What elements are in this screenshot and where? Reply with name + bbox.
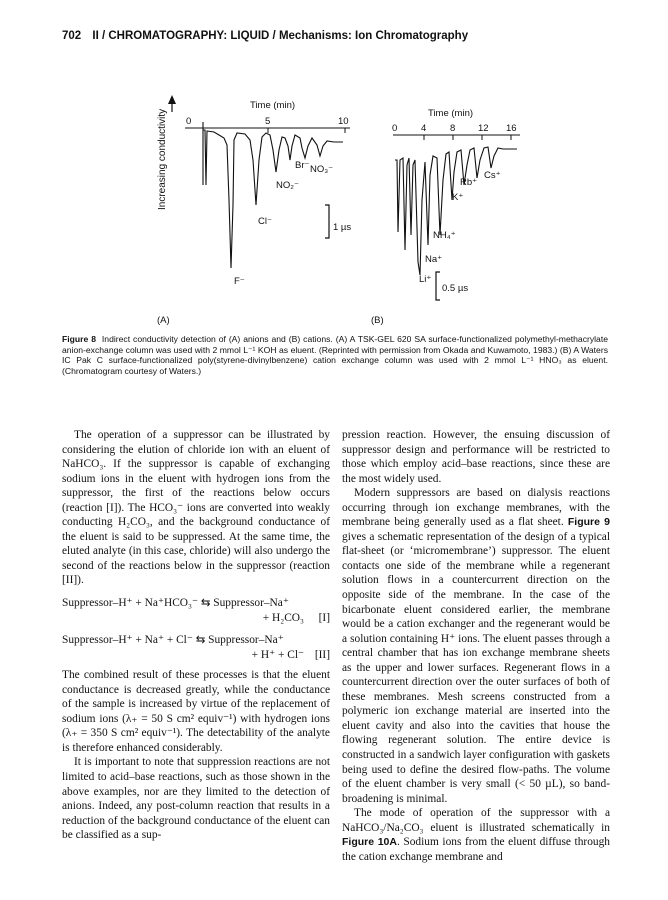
panel-b-scale-bar xyxy=(436,272,440,300)
paragraph xyxy=(342,806,610,864)
panel-a-tick: 0 xyxy=(186,116,192,127)
reaction-2-number: [II] xyxy=(314,648,330,661)
figure-9-link[interactable]: Figure 9 xyxy=(567,516,611,529)
panel-a-label: (A) xyxy=(157,315,170,326)
panel-a-scale-bar xyxy=(325,205,329,238)
paragraph-text: . Sodium ions from the eluent diffuse through the cation exchange membrane and xyxy=(342,836,610,863)
paragraph: pression reaction. However, the ensuing discussion of suppressor design and performance will be restricted to those which employ acid–base reactions, since these are the most widely used. xyxy=(342,429,610,485)
reaction-2-line-1: Suppressor–H⁺ + Na⁺ + Cl⁻ ⇆ Suppressor–Na⁺ xyxy=(62,634,284,647)
peak-label-sodium: Na⁺ xyxy=(425,254,443,265)
panel-b-tick: 4 xyxy=(421,123,427,134)
paragraph xyxy=(342,486,610,806)
figure-8-chromatograms xyxy=(0,0,668,340)
reaction-1-line-2: + H₂CO₃ xyxy=(262,611,304,624)
peak-label-lithium: Li⁺ xyxy=(419,274,432,285)
peak-label-potassium: K⁺ xyxy=(452,192,464,203)
figure-caption xyxy=(62,334,608,376)
peak-label-nitrite: NO₂⁻ xyxy=(276,180,299,191)
reaction-1-line-1: Suppressor–H⁺ + Na⁺HCO₃⁻ ⇆ Suppressor–Na⁺ xyxy=(62,597,289,610)
reaction-1 xyxy=(62,596,330,625)
paragraph: It is important to note that suppression reactions are not limited to acid–base reactions, such as those shown in the above examples, nor are they limited to the detection of anions. Indeed, any post-column reaction that results in a reduction of the background conductance of the eluent can be classified as a sup- xyxy=(62,756,330,842)
peak-label-nitrate: NO₃⁻ xyxy=(310,164,334,175)
section-title: II / CHROMATOGRAPHY: LIQUID / Mechanisms: Ion Chromatography xyxy=(92,30,469,42)
paragraph-text: The mode of operation of the suppressor with a NaHCO₃/Na₂CO₃ eluent is illustrated schematically in xyxy=(342,807,610,834)
reaction-1-number: [I] xyxy=(318,611,330,624)
arrow-head-icon xyxy=(168,95,176,104)
panel-a-scale-label: 1 µs xyxy=(333,222,352,233)
peak-label-chloride: Cl⁻ xyxy=(258,216,272,227)
paragraph-text: gives a schematic representation of the design of a typical flat-sheet (or ‘micromembrane’) suppressor. The eluent contacts one side of the membrane while a regenerant solution flows in a countercurrent direction on the opposite side of the membrane. In the case of the bicarbonate eluent considered earlier, the membrane would be a cation exchanger and the regenerant would be a solution containing H⁺ ions. The eluent passes through a central chamber that has ion exchange membrane sheets as the upper and lower surfaces. Regenerant flows in a countercurrent direction over the outer surfaces of both of these membranes. Mesh screens constructed from a polymeric ion exchange material are inserted into the eluent cavity and also into the cavities that house the flowing regenerant solution. The entire device is constructed in a sandwich layer configuration with gaskets being used to define the desired flow-paths. The volume of the eluent chamber is very small (< 50 µL), so band-broadening is minimal. xyxy=(342,530,610,805)
reaction-2-line-2: + H⁺ + Cl⁻ xyxy=(251,648,304,661)
right-column xyxy=(342,428,610,864)
peak-label-cesium: Cs⁺ xyxy=(484,170,501,181)
caption-label: Figure 8 xyxy=(62,334,96,344)
paragraph: The combined result of these processes is that the eluent conductance is decreased greatly, while the conductance of the sample is increased by virtue of the replacement of sodium ions (λ₊ = 50 S cm² equiv⁻¹) with hydrogen ions (λ₊ = 350 S cm² equiv⁻¹). The detectability of the analyte is therefore enhanced considerably. xyxy=(62,669,330,754)
peak-label-ammonium: NH₄⁺ xyxy=(433,230,456,241)
y-axis-label: Increasing conductivity xyxy=(157,108,168,210)
paragraph: The operation of a suppressor can be illustrated by considering the elution of chloride ion with an eluent of NaHCO₃. If the suppressor is capable of exchanging sodium ions in the eluent with hydrogen ions from the suppressor, the first of the reactions below occurs (reaction [I]). The HCO₃⁻ ions are converted into weakly conducting H₂CO₃, and the background conductance of the eluent is said to be suppressed. At the same time, the eluted analyte (in this case, chloride) will also undergo the second of the reactions below in the suppressor (reaction [II]). xyxy=(62,429,330,587)
reaction-2 xyxy=(62,633,330,662)
figure-10a-link[interactable]: Figure 10A xyxy=(342,836,397,849)
panel-b-tick: 16 xyxy=(506,123,517,134)
panel-a-trace xyxy=(203,122,343,268)
panel-b-axis-title: Time (min) xyxy=(428,108,474,119)
panel-b-label: (B) xyxy=(371,315,384,326)
peak-label-bromide: Br⁻ xyxy=(295,160,310,171)
left-column xyxy=(62,428,330,843)
panel-b-tick: 8 xyxy=(450,123,456,134)
page-number: 702 xyxy=(62,30,82,42)
panel-a-tick: 5 xyxy=(265,116,271,127)
paragraph-text: Modern suppressors are based on dialysis reactions occurring through ion exchange membranes, with the membrane being generally used as a flat sheet. xyxy=(342,487,610,529)
panel-b-tick: 12 xyxy=(478,123,489,134)
peak-label-rubidium: Rb⁺ xyxy=(460,177,478,188)
panel-a-tick: 10 xyxy=(338,116,349,127)
panel-b-tick: 0 xyxy=(392,123,398,134)
panel-b-scale-label: 0.5 µs xyxy=(442,283,469,294)
caption-text: Indirect conductivity detection of (A) anions and (B) cations. (A) A TSK-GEL 620 SA surface-functionalized polymethyl-methacrylate anion-exchange column was used with 2 mmol L⁻¹ KOH as eluent. (Reprinted with permission from Okada and Kuwamoto, 1983.) (B) A Waters IC Pak C surface-functionalized poly(styrene-divinylbenzene) cation exchange column was used with 2 mmol L⁻¹ HNO₃ as eluent. (Chromatogram courtesy of Waters.) xyxy=(62,334,609,376)
peak-label-fluoride: F⁻ xyxy=(234,276,245,287)
panel-b-trace xyxy=(395,147,517,275)
panel-a-axis-title: Time (min) xyxy=(250,100,296,111)
